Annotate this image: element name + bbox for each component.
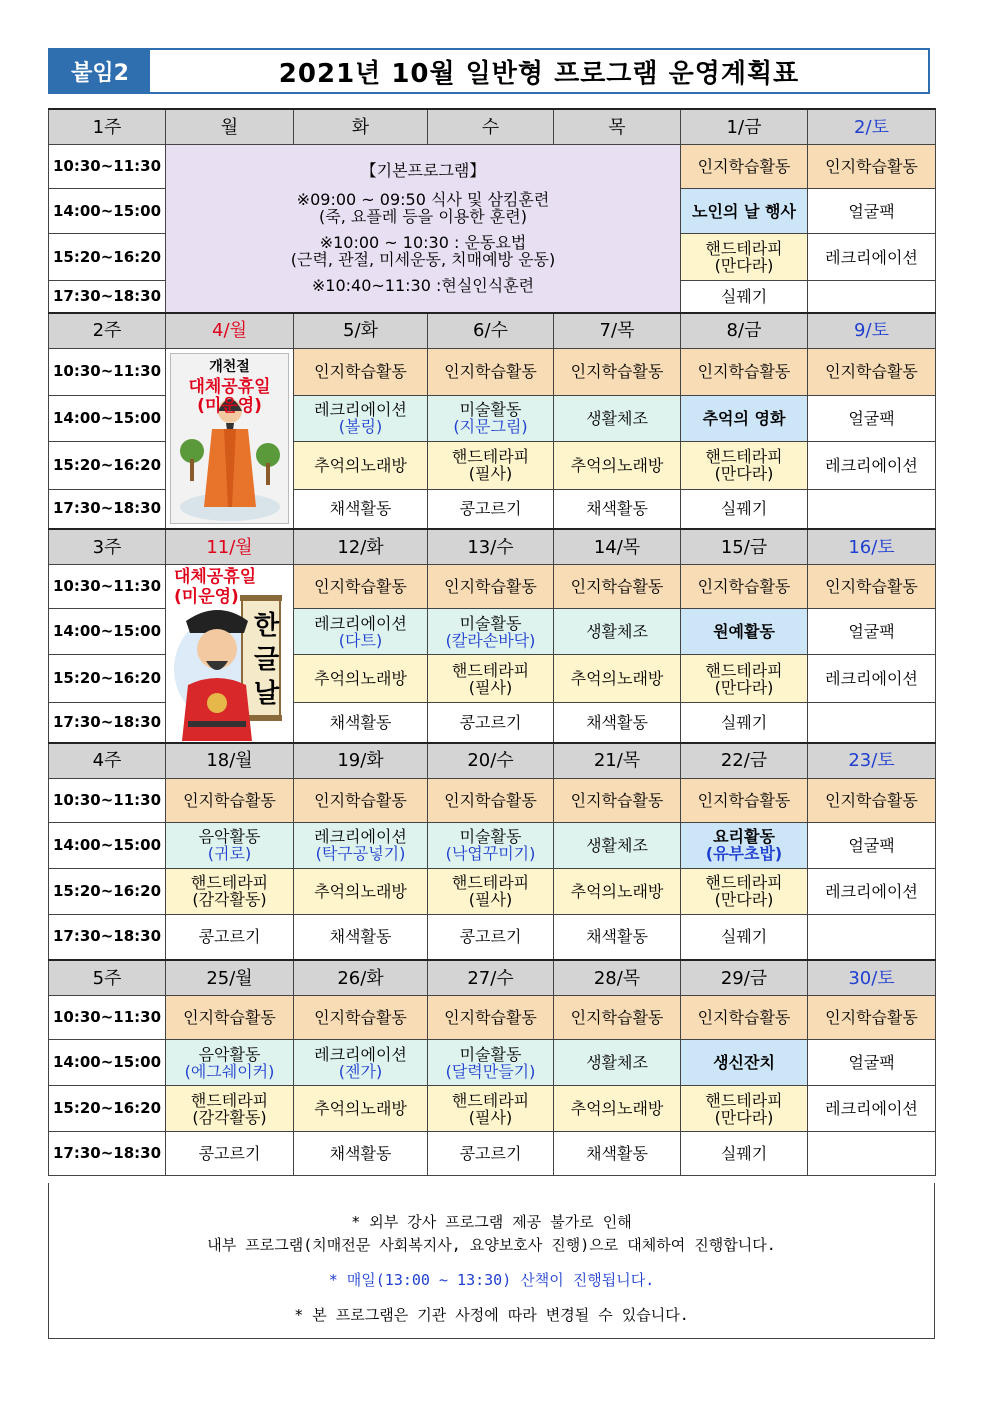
activity-name: 미술활동 [459, 400, 522, 419]
day-header: 28/목 [554, 960, 681, 996]
activity-cell: 원예활동 [681, 609, 808, 655]
activity-cell: 인지학습활동 [166, 778, 294, 822]
basic-program-box [166, 145, 681, 313]
time-slot: 10:30~11:30 [49, 348, 166, 395]
week-label: 2주 [49, 313, 166, 349]
activity-detail: (만다라) [714, 890, 774, 909]
day-header: 20/수 [428, 743, 554, 779]
activity-cell: 콩고르기 [428, 914, 554, 960]
activity-cell: 인지학습활동 [808, 348, 936, 395]
activity-name: 핸드테라피 [451, 447, 530, 466]
activity-cell: 인지학습활동 [681, 778, 808, 822]
activity-cell: 인지학습활동 [294, 565, 428, 609]
basic-program-line: ※10:00 ~ 10:30 : 운동요법 [319, 233, 527, 253]
basic-program-line: (근력, 관절, 미세운동, 치매예방 운동) [290, 250, 556, 270]
time-slot: 14:00~15:00 [49, 609, 166, 655]
activity-cell: 인지학습활동 [808, 565, 936, 609]
week-header-row [49, 313, 936, 349]
day-header: 27/수 [428, 960, 554, 996]
activity-name: 미술활동 [459, 613, 522, 633]
time-slot: 10:30~11:30 [49, 996, 166, 1040]
activity-cell [428, 1086, 554, 1132]
basic-program-line: (죽, 요플레 등을 이용한 훈련) [319, 207, 527, 227]
holiday-illustration-hangul-day [166, 565, 294, 743]
activity-name: 레크리에이션 [314, 613, 407, 633]
activity-cell: 인지학습활동 [294, 348, 428, 395]
week-header-row [49, 960, 936, 996]
time-slot: 17:30~18:30 [49, 489, 166, 529]
day-header: 6/수 [428, 313, 554, 349]
activity-detail: (필사) [468, 464, 513, 483]
activity-cell: 실꿰기 [681, 703, 808, 743]
activity-cell: 실꿰기 [681, 281, 808, 313]
time-slot: 10:30~11:30 [49, 565, 166, 609]
activity-cell [808, 703, 936, 743]
activity-name: 미술활동 [459, 1044, 522, 1064]
activity-cell: 레크리에이션 [808, 868, 936, 914]
basic-program-title: 【기본프로그램】 [360, 161, 486, 181]
activity-cell: 레크리에이션 [808, 441, 936, 489]
activity-name: 핸드테라피 [705, 660, 783, 680]
activity-cell: 추억의노래방 [294, 655, 428, 703]
activity-cell: 생활체조 [554, 395, 681, 441]
activity-cell [166, 822, 294, 868]
activity-name: 핸드테라피 [451, 1090, 530, 1110]
time-slot: 14:00~15:00 [49, 822, 166, 868]
day-header: 7/목 [554, 313, 681, 349]
activity-cell [294, 609, 428, 655]
time-slot: 15:20~16:20 [49, 441, 166, 489]
saturday-header: 30/토 [808, 960, 936, 996]
holiday-header: 4/월 [166, 313, 294, 349]
activity-cell: 노인의 날 행사 [681, 189, 808, 234]
activity-name: 핸드테라피 [705, 873, 783, 892]
day-header: 26/화 [294, 960, 428, 996]
activity-cell: 얼굴팩 [808, 189, 936, 234]
schedule-table [48, 108, 936, 1176]
activity-cell [428, 395, 554, 441]
day-header: 수 [428, 109, 554, 145]
activity-cell [166, 1040, 294, 1086]
day-header: 5/화 [294, 313, 428, 349]
activity-cell: 인지학습활동 [681, 145, 808, 189]
time-slot: 10:30~11:30 [49, 145, 166, 189]
activity-cell: 레크리에이션 [808, 655, 936, 703]
activity-name: 핸드테라피 [451, 660, 530, 680]
activity-name: 핸드테라피 [190, 873, 269, 892]
activity-cell [428, 609, 554, 655]
activity-cell: 레크리에이션 [808, 1086, 936, 1132]
activity-cell: 인지학습활동 [808, 145, 936, 189]
basic-program-line: ※09:00 ~ 09:50 식사 및 삼킴훈련 [296, 190, 550, 210]
saturday-header: 23/토 [808, 743, 936, 779]
activity-cell [808, 281, 936, 313]
activity-cell: 인지학습활동 [808, 996, 936, 1040]
activity-cell [808, 1132, 936, 1176]
activity-cell: 인지학습활동 [166, 996, 294, 1040]
activity-cell: 콩고르기 [166, 914, 294, 960]
activity-cell: 인지학습활동 [554, 778, 681, 822]
activity-detail: (만다라) [714, 464, 774, 483]
activity-cell [808, 914, 936, 960]
activity-cell: 얼굴팩 [808, 395, 936, 441]
activity-cell [681, 441, 808, 489]
time-slot: 15:20~16:20 [49, 868, 166, 914]
time-slot: 10:30~11:30 [49, 778, 166, 822]
saturday-header: 9/토 [808, 313, 936, 349]
activity-cell: 추억의노래방 [554, 441, 681, 489]
activity-cell: 생활체조 [554, 1040, 681, 1086]
activity-cell: 추억의노래방 [554, 655, 681, 703]
activity-cell: 추억의노래방 [554, 868, 681, 914]
time-slot: 15:20~16:20 [49, 234, 166, 281]
time-slot: 17:30~18:30 [49, 281, 166, 313]
activity-cell: 실꿰기 [681, 914, 808, 960]
activity-cell: 인지학습활동 [428, 996, 554, 1040]
activity-cell: 얼굴팩 [808, 609, 936, 655]
footer-walk-note: * 매일(13:00 ~ 13:30) 산책이 진행됩니다. [328, 1271, 655, 1289]
activity-cell: 추억의노래방 [294, 1086, 428, 1132]
activity-cell: 추억의 영화 [681, 395, 808, 441]
activity-name: 핸드테라피 [451, 873, 530, 892]
activity-detail: (필사) [468, 677, 513, 697]
activity-cell [428, 1040, 554, 1086]
activity-cell: 인지학습활동 [428, 565, 554, 609]
activity-cell [428, 868, 554, 914]
substitute-holiday-label: 대체공휴일 [188, 376, 271, 397]
activity-cell: 채색활동 [554, 489, 681, 529]
saturday-header: 2/토 [808, 109, 936, 145]
holiday-header: 11/월 [166, 529, 294, 565]
activity-cell: 채색활동 [294, 703, 428, 743]
activity-cell [808, 489, 936, 529]
holiday-name: 개천절 [209, 358, 250, 375]
activity-detail: (탁구공넣기) [315, 844, 406, 863]
activity-cell [681, 234, 808, 281]
activity-cell: 채색활동 [294, 914, 428, 960]
time-slot: 17:30~18:30 [49, 1132, 166, 1176]
time-slot: 14:00~15:00 [49, 189, 166, 234]
activity-cell [681, 822, 808, 868]
week-header-row [49, 743, 936, 779]
hangul-day-scroll-text: 한글날 [254, 611, 280, 709]
activity-cell: 채색활동 [294, 1132, 428, 1176]
footer-note: * 외부 강사 프로그램 제공 불가로 인해 [351, 1213, 632, 1231]
week-label: 5주 [49, 960, 166, 996]
footer-note: 내부 프로그램(치매전문 사회복지사, 요양보호사 진행)으로 대체하여 진행합니다. [207, 1236, 776, 1254]
week-label: 4주 [49, 743, 166, 779]
day-header: 목 [554, 109, 681, 145]
activity-detail: (달력만들기) [445, 1061, 536, 1081]
activity-cell: 실꿰기 [681, 489, 808, 529]
day-header: 8/금 [681, 313, 808, 349]
activity-detail: (귀로) [207, 844, 252, 863]
activity-cell: 인지학습활동 [428, 778, 554, 822]
activity-cell: 인지학습활동 [681, 348, 808, 395]
not-operating-label: (미운영) [174, 587, 239, 607]
day-header: 14/목 [554, 529, 681, 565]
activity-cell [294, 822, 428, 868]
activity-name: 핸드테라피 [705, 239, 783, 258]
activity-cell: 콩고르기 [166, 1132, 294, 1176]
activity-cell: 생신잔치 [681, 1040, 808, 1086]
activity-cell: 추억의노래방 [554, 1086, 681, 1132]
activity-cell [681, 655, 808, 703]
time-slot: 14:00~15:00 [49, 395, 166, 441]
activity-cell: 인지학습활동 [554, 565, 681, 609]
day-header: 21/목 [554, 743, 681, 779]
activity-cell: 인지학습활동 [428, 348, 554, 395]
activity-detail: (필사) [468, 1107, 513, 1127]
activity-cell [428, 655, 554, 703]
day-header: 25/월 [166, 960, 294, 996]
activity-cell: 채색활동 [554, 914, 681, 960]
day-header: 1/금 [681, 109, 808, 145]
activity-cell [681, 1086, 808, 1132]
time-slot: 15:20~16:20 [49, 655, 166, 703]
activity-cell: 인지학습활동 [294, 778, 428, 822]
day-header: 15/금 [681, 529, 808, 565]
activity-cell: 채색활동 [294, 489, 428, 529]
attachment-tag: 붙임2 [50, 50, 150, 92]
activity-cell: 인지학습활동 [681, 996, 808, 1040]
time-slot: 17:30~18:30 [49, 914, 166, 960]
activity-cell: 얼굴팩 [808, 822, 936, 868]
activity-detail: (볼링) [338, 417, 383, 436]
activity-name: 레크리에이션 [314, 827, 407, 846]
activity-name: 음악활동 [198, 827, 261, 846]
activity-cell: 추억의노래방 [294, 868, 428, 914]
day-header: 월 [166, 109, 294, 145]
not-operating-label: (미운영) [197, 395, 262, 416]
activity-detail: (만다라) [714, 1107, 774, 1127]
activity-detail: (필사) [468, 890, 513, 909]
activity-cell: 콩고르기 [428, 1132, 554, 1176]
activity-cell [166, 1086, 294, 1132]
day-header: 22/금 [681, 743, 808, 779]
time-slot: 15:20~16:20 [49, 1086, 166, 1132]
week-header-row [49, 529, 936, 565]
page-title: 2021년 10월 일반형 프로그램 운영계획표 [278, 58, 800, 89]
activity-detail: (감각활동) [192, 1107, 267, 1127]
activity-name: 미술활동 [459, 827, 522, 846]
activity-detail: (칼라손바닥) [445, 630, 536, 650]
activity-cell: 실꿰기 [681, 1132, 808, 1176]
footer-note: * 본 프로그램은 기관 사정에 따라 변경될 수 있습니다. [294, 1306, 689, 1324]
activity-cell [294, 1040, 428, 1086]
activity-cell: 콩고르기 [428, 703, 554, 743]
day-header: 29/금 [681, 960, 808, 996]
day-header: 18/월 [166, 743, 294, 779]
activity-cell: 인지학습활동 [808, 778, 936, 822]
activity-cell [681, 868, 808, 914]
day-header: 화 [294, 109, 428, 145]
activity-cell: 생활체조 [554, 822, 681, 868]
activity-cell: 채색활동 [554, 703, 681, 743]
activity-cell: 인지학습활동 [554, 996, 681, 1040]
day-header: 13/수 [428, 529, 554, 565]
activity-name: 핸드테라피 [705, 447, 783, 466]
activity-name: 요리활동 [713, 827, 775, 846]
activity-detail: (다트) [338, 630, 383, 650]
activity-cell [166, 868, 294, 914]
activity-detail: (만다라) [714, 256, 774, 275]
activity-name: 레크리에이션 [314, 400, 407, 419]
activity-cell [428, 822, 554, 868]
activity-cell: 인지학습활동 [294, 996, 428, 1040]
activity-detail: (지문그림) [453, 417, 528, 436]
footer-notes [48, 1183, 935, 1339]
activity-detail: (에그쉐이커) [184, 1061, 275, 1081]
substitute-holiday-label: 대체공휴일 [174, 567, 257, 587]
activity-cell: 채색활동 [554, 1132, 681, 1176]
activity-name: 핸드테라피 [705, 1090, 783, 1110]
day-header: 19/화 [294, 743, 428, 779]
activity-name: 음악활동 [198, 1044, 261, 1064]
week-label: 1주 [49, 109, 166, 145]
activity-name: 핸드테라피 [190, 1090, 269, 1110]
activity-cell: 인지학습활동 [681, 565, 808, 609]
activity-cell [428, 441, 554, 489]
holiday-illustration-foundation-day [166, 348, 294, 529]
activity-detail: (낙엽꾸미기) [445, 844, 536, 863]
week-label: 3주 [49, 529, 166, 565]
time-slot: 17:30~18:30 [49, 703, 166, 743]
page-header [48, 48, 930, 94]
activity-detail: (젠가) [338, 1061, 383, 1081]
activity-cell: 인지학습활동 [554, 348, 681, 395]
activity-cell: 추억의노래방 [294, 441, 428, 489]
activity-detail: (유부초밥) [705, 844, 783, 863]
activity-detail: (만다라) [714, 677, 774, 697]
basic-program-line: ※10:40~11:30 :현실인식훈련 [311, 276, 535, 296]
activity-cell: 얼굴팩 [808, 1040, 936, 1086]
saturday-header: 16/토 [808, 529, 936, 565]
day-header: 12/화 [294, 529, 428, 565]
activity-cell: 콩고르기 [428, 489, 554, 529]
time-slot: 14:00~15:00 [49, 1040, 166, 1086]
activity-name: 레크리에이션 [314, 1044, 407, 1064]
activity-cell: 생활체조 [554, 609, 681, 655]
activity-cell: 레크리에이션 [808, 234, 936, 281]
activity-detail: (감각활동) [192, 890, 267, 909]
activity-cell [294, 395, 428, 441]
week-header-row [49, 109, 936, 145]
